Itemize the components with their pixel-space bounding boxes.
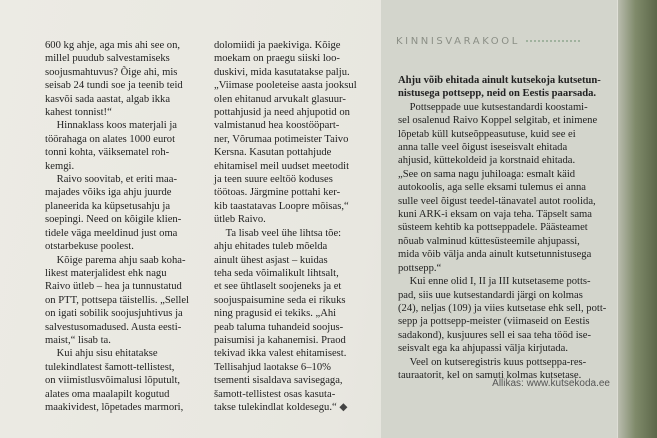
text-line <box>214 401 374 414</box>
text-line: tekivad ikka valest ehitamisest. <box>214 348 347 360</box>
text-line: Raivo soovitab, et eriti maa- <box>56 174 177 186</box>
text-line: kib taastatavas Loopre mõisas,“ <box>214 200 349 212</box>
page-binding <box>618 0 657 438</box>
text-line: „See on sama nagu juhiloaga: esmalt käid <box>398 168 576 180</box>
text-line-content: takse tulekindlat koldesegu.“ <box>214 401 337 413</box>
text-line: likest materjalidest ehk nagu <box>45 267 167 279</box>
text-line: Tellisahjud laotakse 6–10% <box>214 361 331 373</box>
text-line: šamott-tellistest osas kasuta- <box>214 388 336 400</box>
text-line: Hinnaklass koos materjali ja <box>56 120 177 132</box>
text-line: olen ehitanud arvukalt glasuur- <box>214 93 346 105</box>
text-line: Raivo ütleb – hea ja tunnustatud <box>45 281 182 293</box>
text-line: et see ühtlaselt soojeneks ja et <box>214 281 342 293</box>
text-line: Kõige parema ahju saab koha- <box>56 254 186 266</box>
sidebar-lead: nistusega pottsepp, neid on Eestis paarsada. <box>398 88 597 100</box>
text-line: pottsepp.“ <box>398 262 442 274</box>
text-line: kahest tonnist!“ <box>45 107 112 119</box>
text-line: ehitamisel meil uudset meetodit <box>214 160 350 172</box>
text-line: teha seda võimalikult lihtsalt, <box>214 267 339 279</box>
text-line: Kui ahju sisu ehitatakse <box>56 348 158 360</box>
text-line: nõuab valminud küttesüsteemile ahjupassi, <box>398 235 580 247</box>
text-line: sadakond), kusjuures sell ei saa teha tööd ise- <box>398 329 591 341</box>
text-line: (24), neljas (109) ja viies kutsetase ehk sell, pott- <box>398 302 607 314</box>
text-line: duskivi, mida kasutatakse palju. <box>214 66 350 78</box>
text-line: seisab 24 tundi soe ja teenib teid <box>45 80 183 92</box>
dotted-rule <box>525 40 581 42</box>
text-line: lõpetab küll kutseõppeasutuse, kuid see ei <box>398 128 576 140</box>
text-line: tidele väga meeldinud just oma <box>45 227 178 239</box>
text-line: anna talle veel õigust iseseisvalt ehitada <box>398 142 568 154</box>
text-line: sulle veel õigust teedel-tänavatel autot roolida, <box>398 195 596 207</box>
text-line: ainult ühest asjast – kuidas <box>214 254 328 266</box>
sidebar-text <box>398 74 608 382</box>
text-line: ning pragusid ei tekiks. „Ahi <box>214 308 337 320</box>
text-line: ahju ehitades tuleb mõelda <box>214 241 328 253</box>
text-line: töötoas. Järgmine pottahi ker- <box>214 187 341 199</box>
text-line: Kui enne olid I, II ja III kutsetaseme potts- <box>409 276 591 288</box>
text-line: soojuspaisumine seda ei rikuks <box>214 294 346 306</box>
sidebar-lead: Ahju võib ehitada ainult kutsekoja kutsetun- <box>398 75 601 86</box>
text-line: mida võib välja anda ainult kutsetunnistusega <box>398 249 592 261</box>
text-line: valmistanud hea koostööpart- <box>214 120 340 132</box>
text-line: ja teen suure eeltöö koduses <box>214 174 333 186</box>
text-line: sel osalenud Raivo Koppel selgitab, et inimene <box>398 115 598 127</box>
text-line: soojusmahtuvus? Õige ahi, mis <box>45 66 178 78</box>
section-kicker <box>396 36 614 52</box>
text-line: majades võiks iga ahju juurde <box>45 187 172 199</box>
text-line: soepingi. Need on kõigile klien- <box>45 214 182 226</box>
text-line: alates oma maalapilt kogutud <box>45 388 170 400</box>
text-line: ahjusid, küttekoldeid ja korstnaid ehitada. <box>398 155 576 167</box>
text-line: on viimistlusvõimalusi lõputult, <box>45 375 181 387</box>
text-line: tauraatorit, kel on samuti kolmas kutsetase. <box>398 369 582 381</box>
text-line: millel puudub salvestamiseks <box>45 53 170 65</box>
text-line: autokoolis, aga selle eksami tulemus ei anna <box>398 182 586 194</box>
text-line: kuni ARK-i eksam on vaja teha. Täpselt sama <box>398 209 592 221</box>
end-mark-icon: ◆ <box>339 401 348 413</box>
text-line: Ta lisab veel ühe lihtsa tõe: <box>225 227 342 239</box>
text-line: pottahjusid ja need ahjupotid on <box>214 107 350 119</box>
text-line: „Viimase pooleteise aasta jooksul <box>214 80 357 92</box>
text-line: süsteem kehtib ka pottseppadele. Päästeamet <box>398 222 588 234</box>
text-line: paisumisi ja kahanemisi. Praod <box>214 334 346 346</box>
text-line: peab taluma tuhandeid soojus- <box>214 321 344 333</box>
text-line: tonni kohta, väiksematel roh- <box>45 147 170 159</box>
text-line: pad, siis uue kutsestandardi järgi on kolmas <box>398 289 583 301</box>
text-line: Kersna. Kasutan pottahjude <box>214 147 332 159</box>
text-line: maist,“ lisab ta. <box>45 334 111 346</box>
text-line: 600 kg ahje, aga mis ahi see on, <box>45 40 181 51</box>
text-line: otstarbekuse poolest. <box>45 241 134 253</box>
text-line: tsementi sisaldava savisegaga, <box>214 375 343 387</box>
text-line: töörahaga on alates 1000 eurot <box>45 133 176 145</box>
source-credit: Allikas: www.kutsekoda.ee <box>492 378 610 389</box>
text-line: tulekindlatest šamott-tellistest, <box>45 361 175 373</box>
kicker-label: KINNISVARAKOOL <box>396 36 520 47</box>
text-line: seisvalt ega ka ahjupassi välja kirjutada. <box>398 343 569 355</box>
text-line: sepp ja pottsepp-meister (viimaseid on Eestis <box>398 316 590 328</box>
text-line: moekam on praegu siiski loo- <box>214 53 340 65</box>
text-line: on igati sobilik soojusjuhtivus ja <box>45 308 183 320</box>
text-line: kemgi. <box>45 160 75 172</box>
article-column-1 <box>45 39 205 414</box>
text-line: Veel on kutseregistris kuus pottseppa-res- <box>409 356 587 368</box>
text-line: kasvõi sada aastat, algab ikka <box>45 93 171 105</box>
text-line: Pottseppade uue kutsestandardi koostami- <box>409 101 588 113</box>
text-line: planeerida ka küpsetusahju ja <box>45 200 171 212</box>
text-line: dolomiidi ja paekiviga. Kõige <box>214 40 341 51</box>
text-line: ner, Võrumaa potimeister Taivo <box>214 133 349 145</box>
text-line: salvestusomadused. Austa eesti- <box>45 321 182 333</box>
text-line: ütleb Raivo. <box>214 214 266 226</box>
text-line: on PTT, pottsepa täistellis. „Sellel <box>45 294 189 306</box>
text-line: maakividest, lõpetades marmori, <box>45 401 184 413</box>
article-column-2 <box>214 39 374 414</box>
